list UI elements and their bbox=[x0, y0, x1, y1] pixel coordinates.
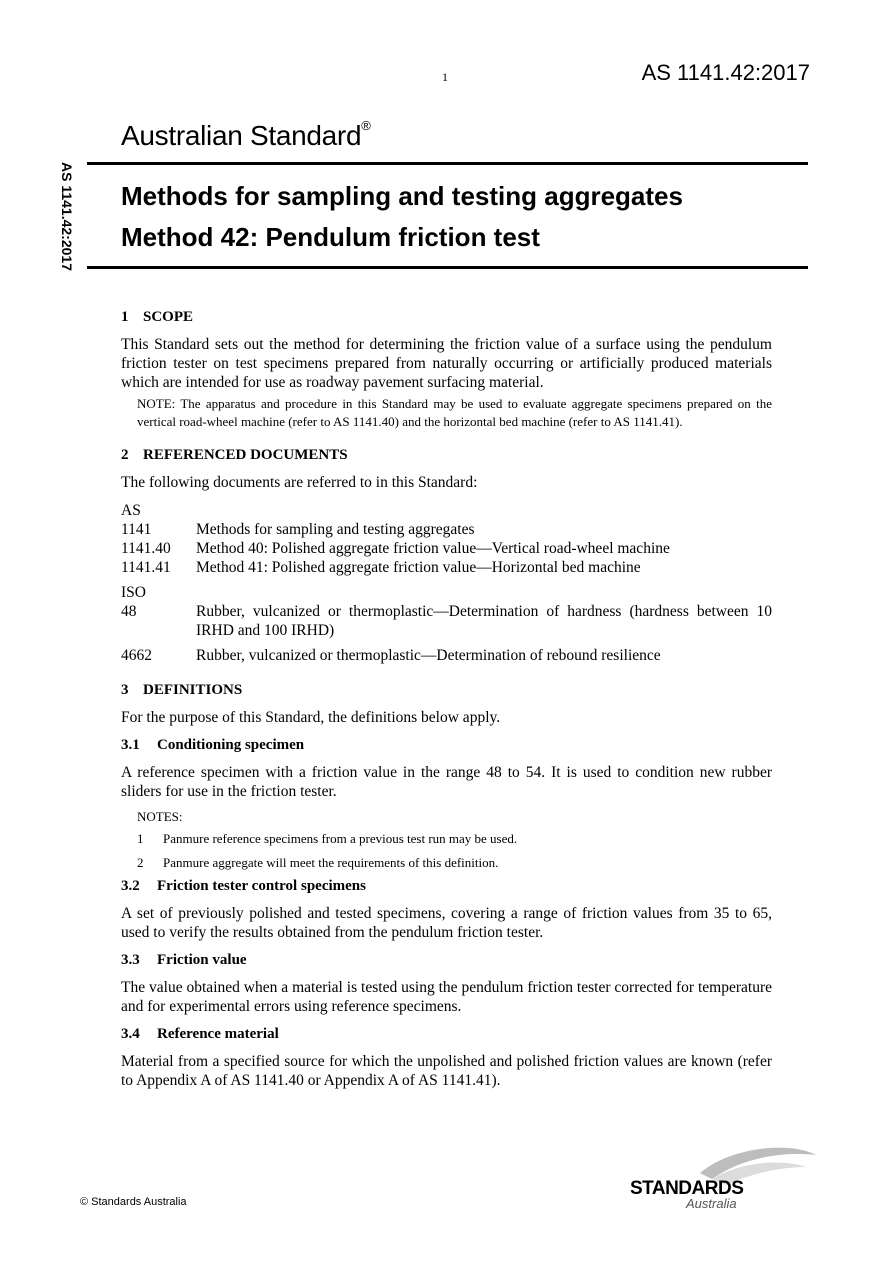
definition-body: Material from a specified source for which the unpolished and polished friction values are known (refer to Appendix A of AS 1141.40 or Appendix A of AS 1141.41). bbox=[121, 1053, 772, 1089]
definition-heading bbox=[121, 1025, 772, 1044]
definition-heading bbox=[121, 877, 772, 896]
note-text: Panmure aggregate will meet the requirements of this definition. bbox=[163, 855, 499, 870]
reference-item bbox=[121, 539, 772, 558]
footer-copyright: © Standards Australia bbox=[80, 1196, 187, 1208]
definition-term: Friction value bbox=[157, 952, 247, 968]
reference-item bbox=[121, 646, 772, 665]
definition-heading bbox=[121, 951, 772, 970]
reference-group-label: ISO bbox=[121, 584, 146, 601]
section-title: DEFINITIONS bbox=[143, 682, 243, 698]
note-item bbox=[137, 853, 772, 872]
note-item bbox=[137, 829, 772, 848]
logo-subtitle: Australia bbox=[686, 1196, 737, 1211]
scope-note: NOTE: The apparatus and procedure in this Standard may be used to evaluate aggregate specimens prepared on the vertical road-wheel machine (refer to AS 1141.40) and the horizontal bed machine (refer to AS 1141.41). bbox=[137, 396, 772, 429]
logo-wordmark: STANDARDS bbox=[630, 1178, 744, 1199]
reference-group-label: AS bbox=[121, 502, 141, 519]
definition-body: A set of previously polished and tested specimens, covering a range of friction values from 35 to 65, used to verify the results obtained from the pendulum friction tester. bbox=[121, 905, 772, 941]
reference-item bbox=[121, 602, 772, 640]
document-title-line-2: Method 42: Pendulum friction test bbox=[121, 222, 540, 252]
scope-paragraph: This Standard sets out the method for determining the friction value of a surface using the pendulum friction tester on test specimens prepared from naturally occurring or artificially produced materials which are intended for use as roadway pavement surfacing material. bbox=[121, 336, 772, 391]
section-number: 2 bbox=[121, 447, 129, 463]
definition-number: 3.2 bbox=[121, 878, 140, 894]
reference-code: 1141.40 bbox=[121, 540, 171, 557]
definition-number: 3.4 bbox=[121, 1026, 140, 1042]
document-code: AS 1141.42:2017 bbox=[641, 60, 810, 85]
section-number: 1 bbox=[121, 309, 129, 325]
definition-body: The value obtained when a material is tested using the pendulum friction tester corrected for temperature and for experimental errors using reference specimens. bbox=[121, 979, 772, 1015]
definition-number: 3.3 bbox=[121, 952, 140, 968]
reference-title: Method 41: Polished aggregate friction value—Horizontal bed machine bbox=[196, 559, 641, 576]
notes-title: NOTES: bbox=[137, 809, 183, 824]
section-title: REFERENCED DOCUMENTS bbox=[143, 447, 348, 463]
definition-body: A reference specimen with a friction value in the range 48 to 54. It is used to condition new rubber sliders for use in the friction tester. bbox=[121, 764, 772, 800]
registered-mark: ® bbox=[361, 118, 371, 133]
definition-heading bbox=[121, 736, 772, 755]
standard-type-heading bbox=[121, 120, 371, 152]
note-text: Panmure reference specimens from a previous test run may be used. bbox=[163, 831, 518, 846]
definition-term: Conditioning specimen bbox=[157, 737, 305, 753]
side-code-text: AS 1141.42:2017 bbox=[59, 162, 75, 271]
reference-title: Method 40: Polished aggregate friction value—Vertical road-wheel machine bbox=[196, 540, 670, 557]
reference-code: 1141 bbox=[121, 521, 152, 538]
reference-title: Rubber, vulcanized or thermoplastic—Determination of rebound resilience bbox=[196, 647, 661, 664]
side-document-code bbox=[57, 162, 79, 282]
title-rule-bottom bbox=[87, 266, 808, 269]
note-number: 2 bbox=[137, 855, 144, 870]
section-heading-referenced-documents bbox=[121, 446, 772, 465]
reference-item bbox=[121, 558, 772, 577]
section-heading-scope bbox=[121, 308, 772, 327]
title-rule-top bbox=[87, 162, 808, 165]
reference-code: 4662 bbox=[121, 647, 152, 664]
reference-code: 1141.41 bbox=[121, 559, 171, 576]
reference-group-iso bbox=[121, 583, 772, 665]
note-number: 1 bbox=[137, 831, 144, 846]
reference-title: Methods for sampling and testing aggregates bbox=[196, 521, 475, 538]
reference-title: Rubber, vulcanized or thermoplastic—Determination of hardness (hardness between 10 IRHD and 100 IRHD) bbox=[196, 603, 772, 639]
section-number: 3 bbox=[121, 682, 129, 698]
reference-code: 48 bbox=[121, 603, 137, 620]
references-intro: The following documents are referred to in this Standard: bbox=[121, 474, 478, 491]
section-heading-definitions bbox=[121, 681, 772, 700]
definition-number: 3.1 bbox=[121, 737, 140, 753]
reference-group-as bbox=[121, 501, 772, 577]
page-number: 1 bbox=[442, 70, 448, 84]
document-title-line-1: Methods for sampling and testing aggregates bbox=[121, 181, 683, 211]
main-content bbox=[121, 308, 772, 1093]
definitions-intro: For the purpose of this Standard, the definitions below apply. bbox=[121, 709, 501, 726]
definition-term: Reference material bbox=[157, 1026, 279, 1042]
definition-term: Friction tester control specimens bbox=[157, 878, 366, 894]
standard-type-text: Australian Standard bbox=[121, 120, 362, 151]
section-title: SCOPE bbox=[143, 309, 194, 325]
reference-item bbox=[121, 520, 772, 539]
